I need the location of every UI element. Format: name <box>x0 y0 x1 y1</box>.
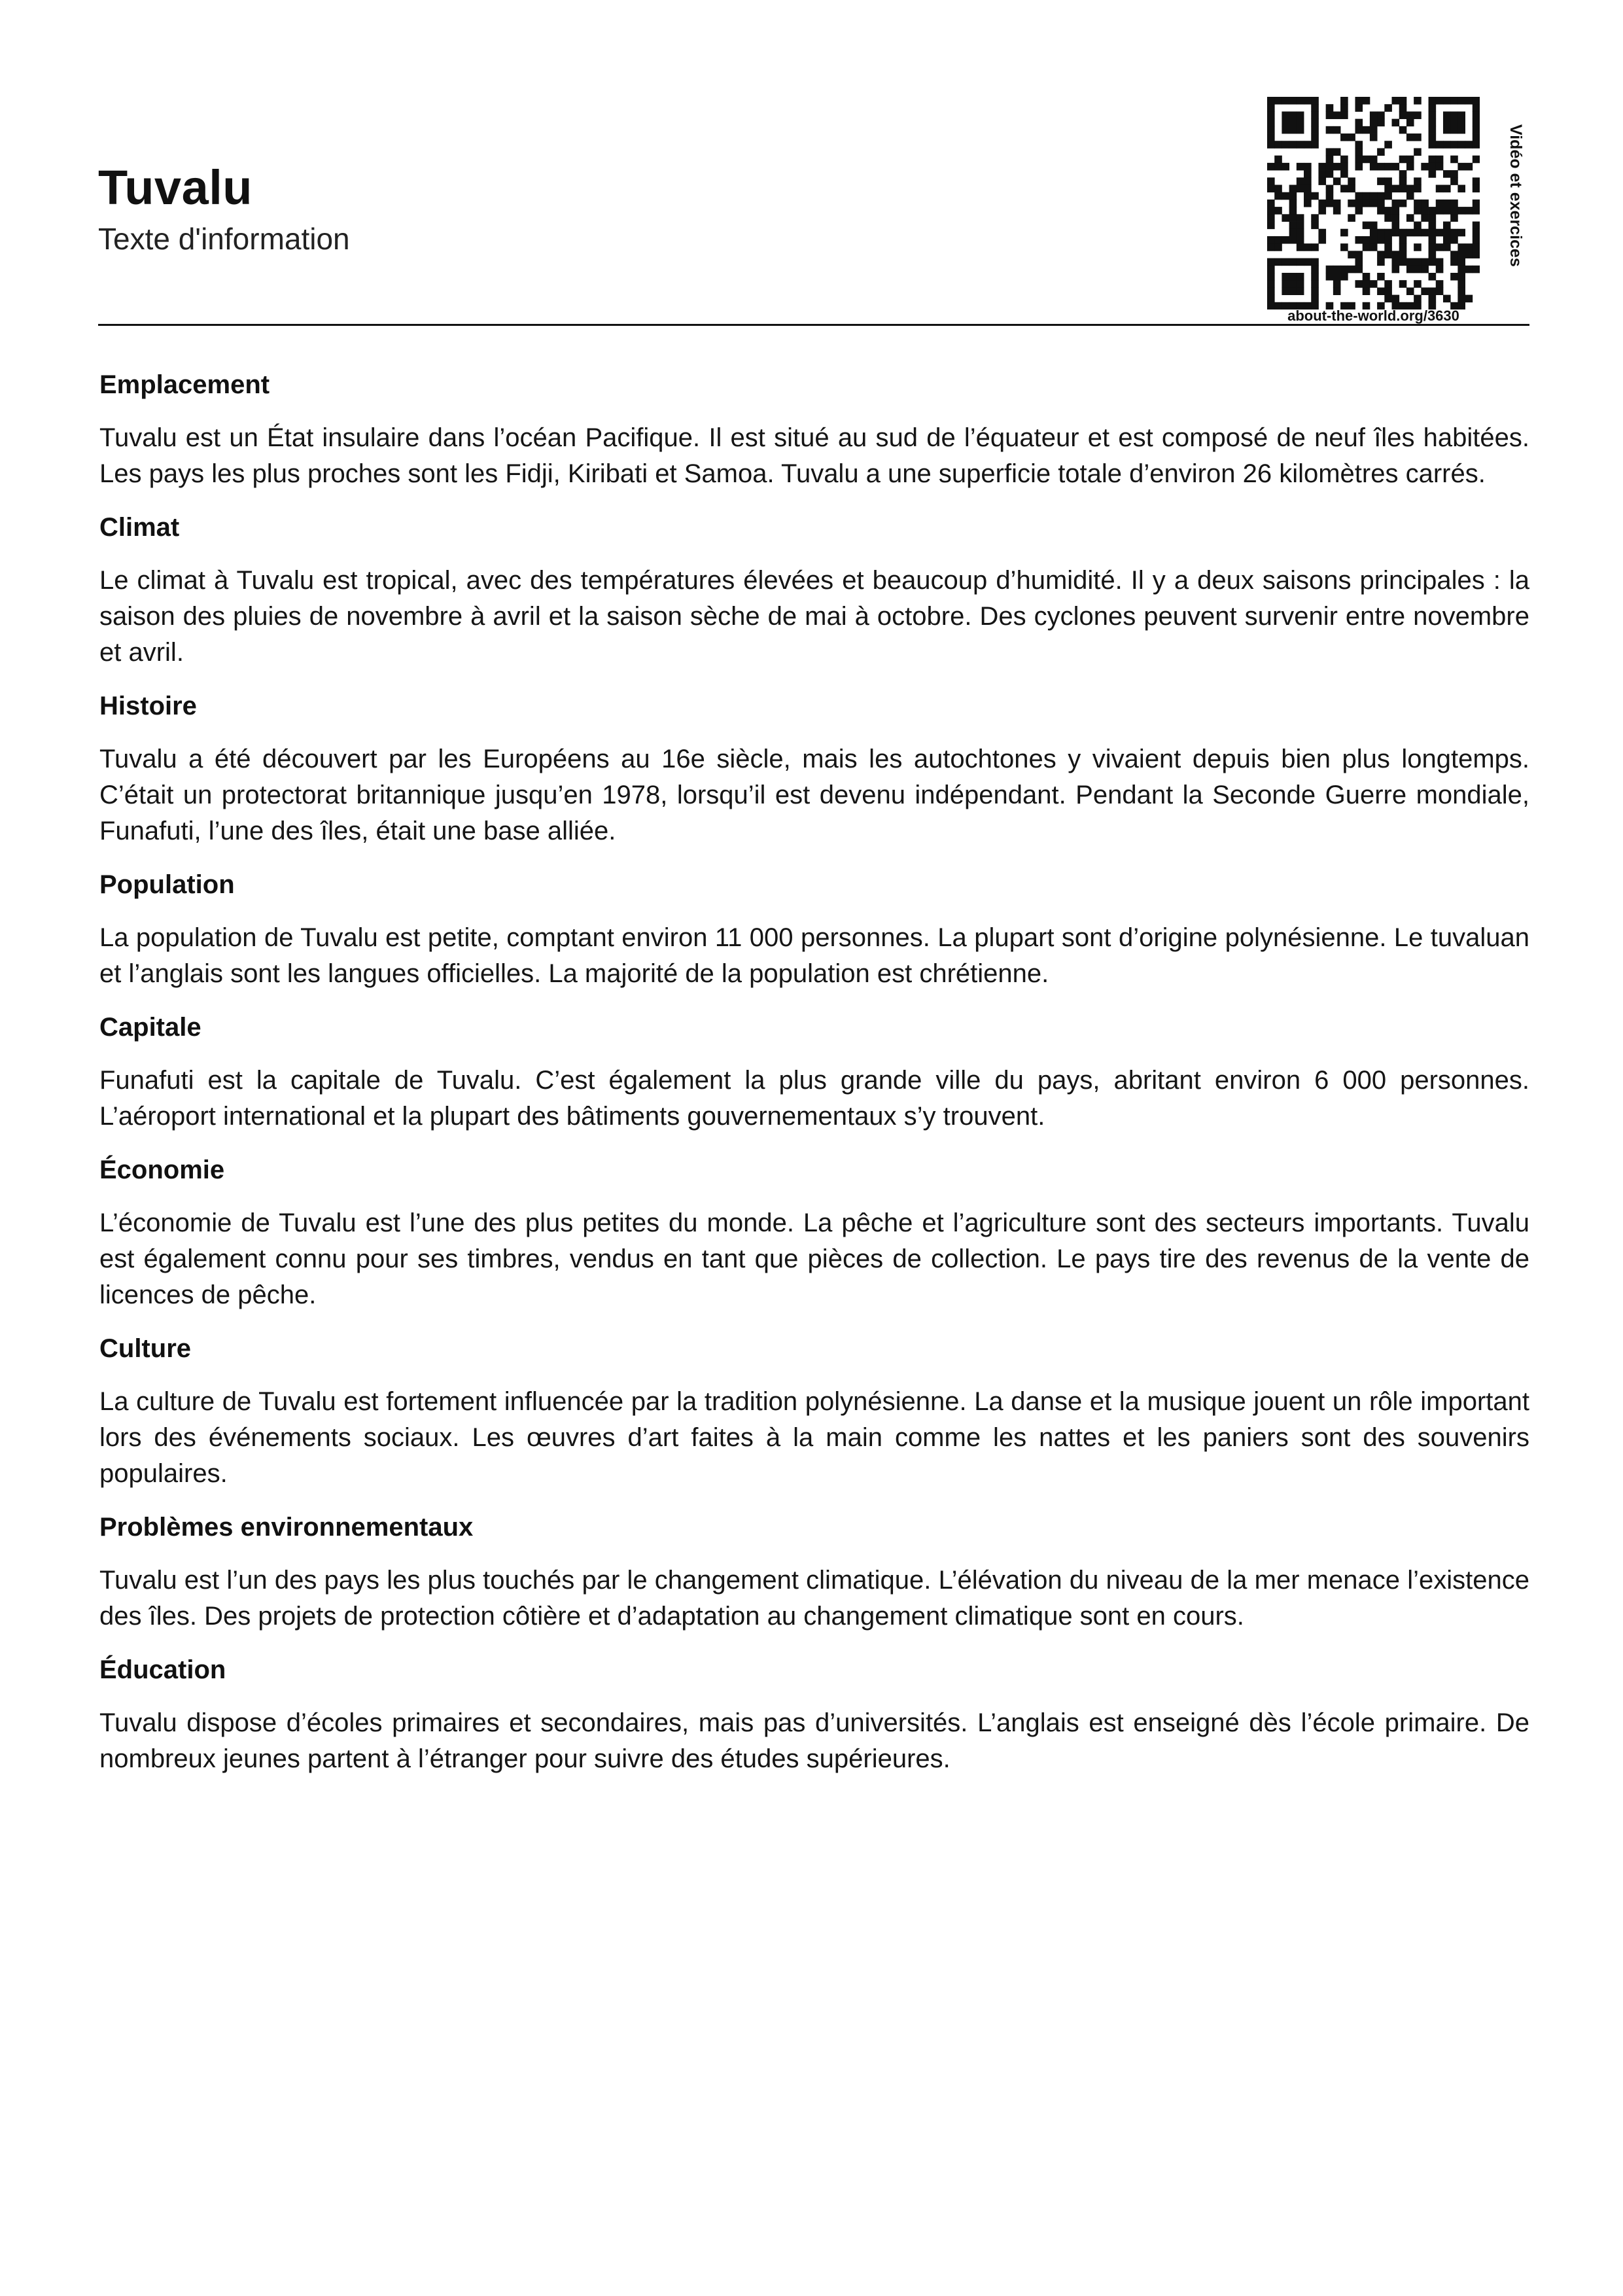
section-text: Le climat à Tuvalu est tropical, avec des températures élevées et beaucoup d’humidité. Il y a deux saisons principales : la saison des pluies de novembre à avril et la saison sèche de mai à octobre. Des cyclones peuvent survenir entre novembre et avril. <box>99 566 1529 667</box>
qr-code-graphic <box>1267 97 1480 309</box>
section-economie <box>99 1157 1529 1313</box>
section-text: La culture de Tuvalu est fortement influencée par la tradition polynésienne. La danse et la musique jouent un rôle important lors des événements sociaux. Les œuvres d’art faites à la main comme les nattes et les paniers sont des souvenirs populaires. <box>99 1387 1529 1488</box>
section-culture <box>99 1335 1529 1492</box>
section-text: Tuvalu est un État insulaire dans l’océan Pacifique. Il est situé au sud de l’équateur et est composé de neuf îles habitées. Les pays les plus proches sont les Fidji, Kiribati et Samoa. Tuvalu a une superficie totale d’environ 26 kilomètres carrés. <box>99 423 1529 488</box>
section-text: Funafuti est la capitale de Tuvalu. C’est également la plus grande ville du pays, abritant environ 6 000 personnes. L’aéroport international et la plupart des bâtiments gouvernementaux s’y trouvent. <box>99 1066 1529 1131</box>
qr-side-label: Vidéo et exercices <box>1507 124 1525 267</box>
document-body <box>99 372 1529 1799</box>
section-histoire <box>99 693 1529 849</box>
qr-code-icon[interactable] <box>1267 97 1480 309</box>
section-text: L’économie de Tuvalu est l’une des plus petites du monde. La pêche et l’agriculture sont des secteurs importants. Tuvalu est également connu pour ses timbres, vendus en tant que pièces de collection. Le pays tire des revenus de la vente de licences de pêche. <box>99 1209 1529 1309</box>
section-population <box>99 872 1529 992</box>
section-title: Capitale <box>99 1013 201 1042</box>
section-title: Histoire <box>99 692 197 720</box>
header-divider <box>98 324 1529 326</box>
section-text: Tuvalu a été découvert par les Européens au 16e siècle, mais les autochtones y vivaient depuis bien plus longtemps. C’était un protectorat britannique jusqu’en 1978, lorsqu’il est devenu indépendant. Pendant la Seconde Guerre mondiale, Funafuti, l’une des îles, était une base alliée. <box>99 745 1529 845</box>
qr-url[interactable]: about-the-world.org/3630 <box>1287 308 1459 324</box>
section-text: Tuvalu est l’un des pays les plus touchés par le changement climatique. L’élévation du niveau de la mer menace l’existence des îles. Des projets de protection côtière et d’adaptation au changement climatique sont en cours. <box>99 1566 1529 1631</box>
section-climat <box>99 514 1529 671</box>
section-title: Économie <box>99 1156 225 1184</box>
section-text: La population de Tuvalu est petite, comptant environ 11 000 personnes. La plupart sont d’origine polynésienne. Le tuvaluan et l’anglais sont les langues officielles. La majorité de la population est chrétienne. <box>99 923 1529 988</box>
section-title: Éducation <box>99 1655 226 1684</box>
section-capitale <box>99 1014 1529 1135</box>
section-emplacement <box>99 372 1529 492</box>
page-subtitle: Texte d'information <box>98 222 350 256</box>
section-text: Tuvalu dispose d’écoles primaires et secondaires, mais pas d’universités. L’anglais est enseigné dès l’école primaire. De nombreux jeunes partent à l’étranger pour suivre des études supérieures. <box>99 1708 1529 1773</box>
section-title: Problèmes environnementaux <box>99 1513 474 1542</box>
section-title: Culture <box>99 1334 191 1363</box>
section-title: Emplacement <box>99 370 270 399</box>
page-title: Tuvalu <box>98 160 253 215</box>
section-title: Climat <box>99 513 180 542</box>
section-problemes-environnementaux <box>99 1514 1529 1634</box>
section-education <box>99 1657 1529 1777</box>
section-title: Population <box>99 870 235 899</box>
